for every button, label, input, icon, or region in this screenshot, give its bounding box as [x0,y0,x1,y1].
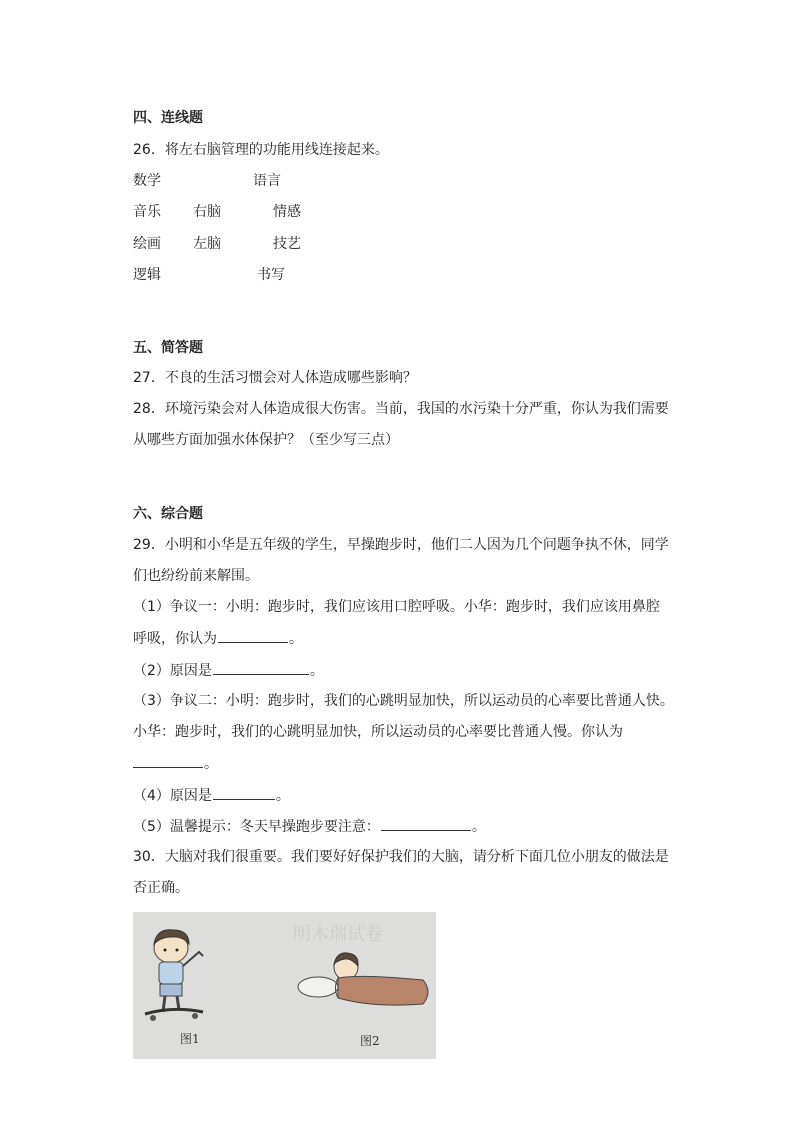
figure-2-caption: 图2 [360,1034,380,1048]
part-3-line3 [133,753,218,774]
part-3-line2: 小华：跑步时，我们的心跳明显加快，所以运动员的心率要比普通人慢。你认为 [133,724,623,740]
part-5-prompt: （5）温馨提示：冬天早操跑步要注意： [133,819,380,835]
part-1-prompt: 呼吸，你认为 [133,631,217,647]
part-2 [133,660,324,681]
figure-1-caption: 图1 [180,1032,200,1046]
part-1-end: 。 [289,631,303,647]
children-illustration [133,912,436,1059]
part-3-line1: （3）争议二：小明：跑步时，我们的心跳明显加快，所以运动员的心率要比普通人快。 [133,693,674,709]
right-item-skills: 技艺 [273,236,301,252]
answer-blank-1[interactable] [218,628,288,643]
part-5 [133,816,486,837]
middle-item-left-brain: 左脑 [193,236,221,252]
part-2-end: 。 [309,663,324,679]
question-29-line1: 29．小明和小华是五年级的学生，早操跑步时，他们二人因为几个问题争执不休，同学 [133,537,669,553]
answer-blank-2[interactable] [213,660,309,675]
question-28-line1: 28．环境污染会对人体造成很大伤害。当前，我国的水污染十分严重，你认为我们需要 [133,401,669,417]
left-item-music: 音乐 [133,204,161,220]
right-item-writing: 书写 [257,267,285,283]
left-item-math: 数学 [133,173,161,189]
svg-text:明木瑞试卷: 明木瑞试卷 [293,924,383,945]
part-4-end: 。 [275,788,290,804]
question-29-line2: 们也纷纷前来解围。 [133,568,259,584]
part-5-end: 。 [471,819,486,835]
illustration-svg [133,912,436,1059]
part-4-prompt: （4）原因是 [133,788,212,804]
answer-blank-3[interactable] [133,753,203,768]
question-30-line1: 30．大脑对我们很重要。我们要好好保护我们的大脑，请分析下面几位小朋友的做法是 [133,849,669,865]
section-heading-comprehensive: 六、综合题 [133,506,203,522]
question-27: 27．不良的生活习惯会对人体造成哪些影响？ [133,370,417,386]
part-1-line1: （1）争议一：小明：跑步时，我们应该用口腔呼吸。小华：跑步时，我们应该用鼻腔 [133,599,660,615]
question-26: 26．将左右脑管理的功能用线连接起来。 [133,142,389,158]
right-item-language: 语言 [253,173,281,189]
right-item-emotion: 情感 [273,204,301,220]
part-1-line2 [133,628,303,649]
question-30-line2: 否正确。 [133,880,189,896]
section-heading-matching: 四、连线题 [133,110,203,126]
middle-item-right-brain: 右脑 [193,204,221,220]
part-4 [133,785,290,806]
left-item-drawing: 绘画 [133,236,161,252]
section-heading-short-answer: 五、简答题 [133,340,203,356]
left-item-logic: 逻辑 [133,267,161,283]
answer-blank-5[interactable] [381,816,471,831]
part-2-prompt: （2）原因是 [133,663,212,679]
answer-blank-4[interactable] [213,785,275,800]
question-28-line2: 从哪些方面加强水体保护？（至少写三点） [133,432,399,448]
part-3-end: 。 [204,756,218,772]
